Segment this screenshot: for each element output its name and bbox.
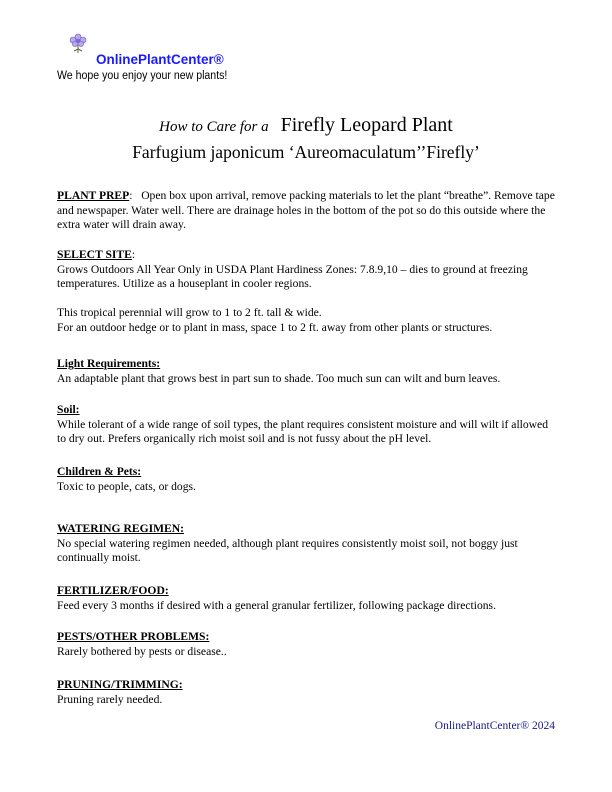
botanical-name: Farfugium japonicum ‘Aureomaculatum’’Firefly’ — [132, 142, 480, 162]
section-fertilizer — [57, 584, 557, 613]
section-heading: Children & Pets: — [57, 465, 142, 478]
section-heading: WATERING REGIMEN: — [57, 522, 185, 535]
section-pruning — [57, 678, 557, 707]
section-watering — [57, 522, 557, 566]
title-prefix: How to Care for a — [159, 119, 269, 135]
section-text: No special watering regimen needed, although plant requires consistently moist soil, not boggy just continually moist. — [57, 536, 518, 564]
section-children-pets — [57, 465, 557, 494]
section-plant-prep: PLANT PREP: Open box upon arrival, remove packing materials to let the plant “breathe”. Remove tape and newspaper. Water well. There are drainage holes in the bottom of the pot so do this outside where the extra water will drain away. — [57, 189, 555, 231]
section-pests — [57, 630, 557, 659]
section-soil — [57, 403, 557, 447]
section-text: Pruning rarely needed. — [57, 692, 163, 706]
section-heading: PLANT PREP — [57, 189, 130, 202]
spacing-text: For an outdoor hedge or to plant in mass, space 1 to 2 ft. away from other plants or structures. — [57, 320, 493, 334]
section-heading: Light Requirements: — [57, 357, 161, 370]
section-text: Grows Outdoors All Year Only in USDA Plant Hardiness Zones: 7.8.9,10 – dies to ground at freezing temperatures. Utilize as a houseplant in cooler regions. — [57, 262, 528, 290]
section-heading: SELECT SITE — [57, 248, 132, 261]
section-select-site: SELECT SITE: Grows Outdoors All Year Only in USDA Plant Hardiness Zones: 7.8.9,10 – dies to ground at freezing temperatures. Utilize as a houseplant in cooler regions. This tropical perennial will grow to 1 to 2 ft. tall & wide. For an outdoor hedge or to plant in mass, space 1 to 2 ft. away from other plants or structures. — [57, 248, 557, 335]
flower-logo-icon — [68, 32, 88, 54]
section-text: Rarely bothered by pests or disease.. — [57, 644, 227, 658]
page-title — [0, 114, 612, 137]
section-text: Feed every 3 months if desired with a general granular fertilizer, following package directions. — [57, 598, 496, 612]
section-heading: FERTILIZER/FOOD: — [57, 584, 169, 597]
section-text: While tolerant of a wide range of soil types, the plant requires consistent moisture and will wilt if allowed to dry out. Prefers organically rich moist soil and is not fussy about the pH level. — [57, 417, 548, 445]
section-heading: PESTS/OTHER PROBLEMS: — [57, 630, 210, 643]
brand-name: OnlinePlantCenter® — [96, 52, 224, 67]
section-text: Toxic to people, cats, or dogs. — [57, 479, 196, 493]
section-text: Open box upon arrival, remove packing materials to let the plant “breathe”. Remove tape and newspaper. Water well. There are drainage holes in the bottom of the pot so do this outside where the extra water will drain away. — [57, 189, 555, 231]
tagline: We hope you enjoy your new plants! — [57, 70, 228, 82]
size-text: This tropical perennial will grow to 1 to 2 ft. tall & wide. — [57, 306, 322, 319]
section-heading: Soil: — [57, 403, 80, 416]
section-text: An adaptable plant that grows best in part sun to shade. Too much sun can wilt and burn leaves. — [57, 371, 501, 385]
footer-copyright: OnlinePlantCenter® 2024 — [434, 720, 555, 732]
plant-name: Firefly Leopard Plant — [280, 114, 453, 136]
section-light — [57, 357, 557, 386]
section-heading: PRUNING/TRIMMING: — [57, 678, 183, 691]
